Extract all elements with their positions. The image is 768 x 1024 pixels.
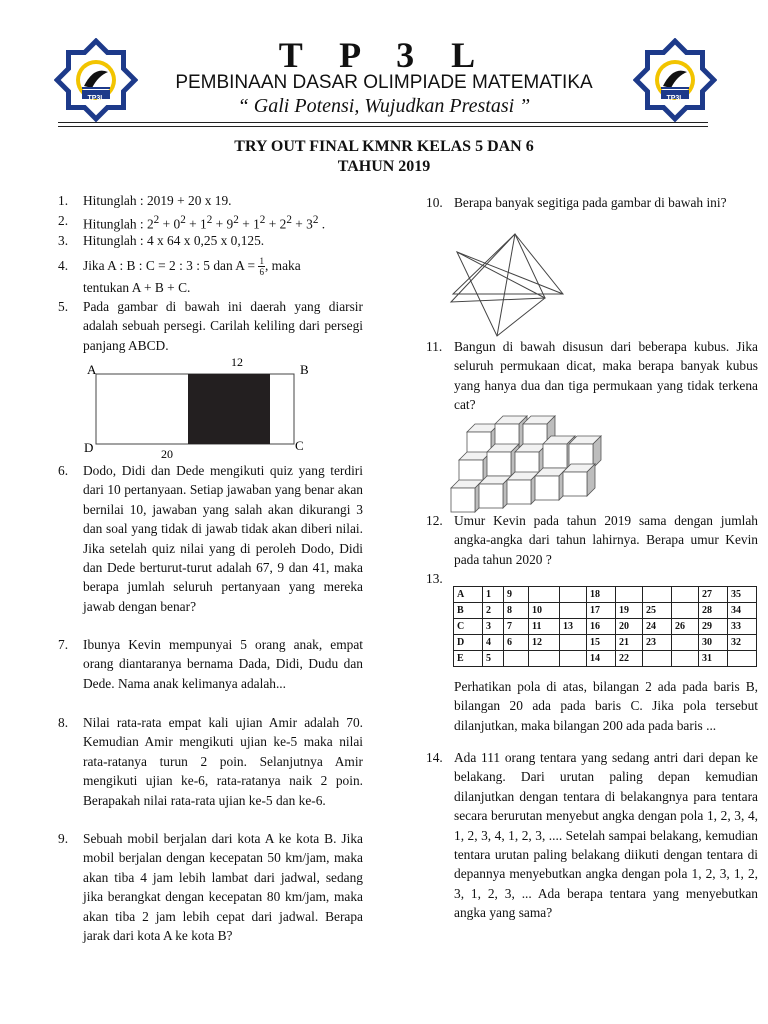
table-cell: 25 [643,603,672,619]
table-cell: 35 [728,587,757,603]
rectangle-abcd-figure [80,352,320,462]
question-number: 14. [426,750,443,765]
table-cell: 29 [699,619,728,635]
number-pattern-table [453,586,757,667]
label-20: 20 [161,447,173,461]
table-cell: 26 [672,619,699,635]
table-cell: 17 [587,603,616,619]
table-cell: A [454,587,483,603]
table-cell: 4 [483,635,504,651]
table-cell: E [454,651,483,667]
table-row [454,587,757,603]
header-rule-1 [58,122,708,123]
question-text: Perhatikan pola di atas, bilangan 2 ada pada baris B, bilangan 20 ada pada baris C. Jika pola tersebut dilanjutkan, maka bilangan 200 ada pada baris ... [454,679,758,733]
question-number: 10. [426,195,443,210]
table-cell: 31 [699,651,728,667]
table-row [454,651,757,667]
table-cell: 28 [699,603,728,619]
table-cell: C [454,619,483,635]
question-8 [58,713,363,810]
table-cell: 23 [643,635,672,651]
question-text: Berapa banyak segitiga pada gambar di bawah ini? [454,195,727,210]
header-subtitle: PEMBINAAN DASAR OLIMPIADE MATEMATIKA [175,72,593,93]
question-text: Nilai rata-rata empat kali ujian Amir adalah 70. Kemudian Amir mengikuti ujian ke-5 maka nilai rata-ratanya turun 2 poin. Selanjutnya Amir mengikuti ujian ke-6, rata-ratanya naik 2 poin. Berapakah nilai rata-rata ujian ke-5 dan ke-6. [83,715,363,808]
logo-text-left: TP3L [87,95,105,102]
table-cell: 7 [504,619,529,635]
question-1 [58,191,363,210]
label-d: D [84,440,94,455]
table-cell [728,651,757,667]
label-12: 12 [231,355,243,369]
table-cell: 9 [504,587,529,603]
label-b: B [300,362,309,377]
question-number: 1. [58,193,69,208]
table-cell: 12 [529,635,560,651]
question-number: 4. [58,258,69,273]
question-number: 2. [58,213,69,228]
doc-title-1: TRY OUT FINAL KMNR KELAS 5 DAN 6 [234,138,534,155]
table-cell: 21 [616,635,643,651]
table-cell [643,651,672,667]
header-motto: “ Gali Potensi, Wujudkan Prestasi ” [237,95,531,117]
question-number: 11. [426,339,443,354]
question-text: Hitunglah : 2019 + 20 x 19. [83,193,232,208]
table-cell: 1 [483,587,504,603]
table-cell [560,635,587,651]
table-cell [529,651,560,667]
table-cell: 3 [483,619,504,635]
question-5 [58,297,363,355]
table-cell: 24 [643,619,672,635]
question-text: Pada gambar di bawah ini daerah yang diarsir adalah sebuah persegi. Carilah keliling dari persegi panjang ABCD. [83,299,363,353]
question-number: 7. [58,637,69,652]
question-9 [58,829,363,945]
table-row [454,635,757,651]
question-text: Umur Kevin pada tahun 2019 sama dengan jumlah angka-angka dari tahun lahirnya. Berapa umur Kevin pada tahun 2020 ? [454,513,758,567]
table-cell [672,587,699,603]
table-cell: 15 [587,635,616,651]
table-cell [560,603,587,619]
table-cell: 19 [616,603,643,619]
question-text: Dodo, Didi dan Dede mengikuti quiz yang terdiri dari 10 pertanyaan. Setiap jawaban yang benar akan bernilai 10, jawaban yang salah akan dikurangi 3 dan soal yang tidak di jawab tidak akan diberi nilai. Jika setelah quiz nilai yang di peroleh Dodo, Didi dan Dede berturut-turut adalah 67, 9 dan 41, maka berapa jumlah seluruh pertanyaan yang mereka jawab dengan benar? [83,463,363,614]
table-cell: 32 [728,635,757,651]
question-number: 12. [426,513,443,528]
question-12 [426,511,758,569]
header-title: T P 3 L [278,35,490,75]
doc-title-2: TAHUN 2019 [337,158,431,175]
table-cell: D [454,635,483,651]
table-cell: 14 [587,651,616,667]
question-text: Bangun di bawah disusun dari beberapa kubus. Jika seluruh permukaan dicat, maka berapa banyak kubus yang hanya dua dan tiga permukaan yang tidak terkena cat? [454,339,758,413]
table-cell: 22 [616,651,643,667]
question-text: Sebuah mobil berjalan dari kota A ke kota B. Jika mobil berjalan dengan kecepatan 50 km/jam, maka akan tiba 4 jam lebih lambat dari jadwal, sedang jika berangkat dengan kecepatan 80 km/jam, maka akan tiba 2 jam lebih cepat dari jadwal. Berapa jarak dari kota A ke kota B? [83,831,363,944]
question-number: 5. [58,299,69,314]
question-7 [58,635,363,693]
table-cell: 2 [483,603,504,619]
table-cell: 5 [483,651,504,667]
table-row [454,603,757,619]
table-cell [672,635,699,651]
question-number: 6. [58,463,69,478]
table-cell: 8 [504,603,529,619]
question-number: 3. [58,233,69,248]
question-text: Ada 111 orang tentara yang sedang antri dari depan ke belakang. Dari urutan paling depan kemudian dilanjutkan dengan tentara di belakangnya para tentara secara berurutan menyebut angka dengan pola 1, 2, 3, 4, 1, 2, 3, 4, 1, 2, 3, .... Setelah sampai belakang, kemudian tentara urutan paling belakang diikuti dengan tentara di depannya menyebutkan angka dengan pola 1, 2, 3, 1, 2, 3, 1, 2, 3, ... Ada berapa tentara yang menyebutkan angka yang sama? [454,750,758,921]
question-13 [454,677,758,735]
table-cell [529,587,560,603]
question-text: Hitunglah : 4 x 64 x 0,25 x 0,125. [83,233,265,248]
table-cell: 27 [699,587,728,603]
question-text: Jika A : B : C = 2 : 3 : 5 dan A = $\frac{1}{6}$ , maka [83,256,301,278]
table-row [454,619,757,635]
table-cell: 30 [699,635,728,651]
question-3 [58,231,363,250]
table-cell: 11 [529,619,560,635]
table-cell: 18 [587,587,616,603]
question-text: Hitunglah : $2^2 + 0^2 + 1^2 + 9^2 + 1^2 + 2^2 + 3^2$ . [83,214,326,232]
shaded-square [188,374,270,444]
table-cell [672,651,699,667]
table-cell: 16 [587,619,616,635]
question-number: 9. [58,831,69,846]
question-10 [426,193,758,212]
table-cell: 10 [529,603,560,619]
label-a: A [87,362,97,377]
table-cell: 20 [616,619,643,635]
question-14 [426,748,758,923]
table-cell [504,651,529,667]
table-cell [616,587,643,603]
table-cell: 34 [728,603,757,619]
question-13-number: 13. [426,571,443,586]
table-cell: 13 [560,619,587,635]
table-cell [560,587,587,603]
table-cell: 6 [504,635,529,651]
label-c: C [295,438,304,453]
question-4-line-2: tentukan A + B + C. [83,280,191,295]
table-cell [672,603,699,619]
triangles-figure [445,232,575,342]
table-cell [560,651,587,667]
header-rule-2 [58,126,708,127]
table-cell: B [454,603,483,619]
logo-text-right: TP3L [666,95,684,102]
question-number: 8. [58,715,69,730]
question-text: Ibunya Kevin mempunyai 5 orang anak, empat orang diantaranya bernama Dada, Didi, Dudu dan Dede. Nama anak kelimanya adalah... [83,637,363,691]
table-cell [643,587,672,603]
cube-stack-figure [449,410,609,514]
question-6 [58,461,363,616]
question-11 [426,337,758,415]
question-4 [58,256,363,277]
table-cell: 33 [728,619,757,635]
